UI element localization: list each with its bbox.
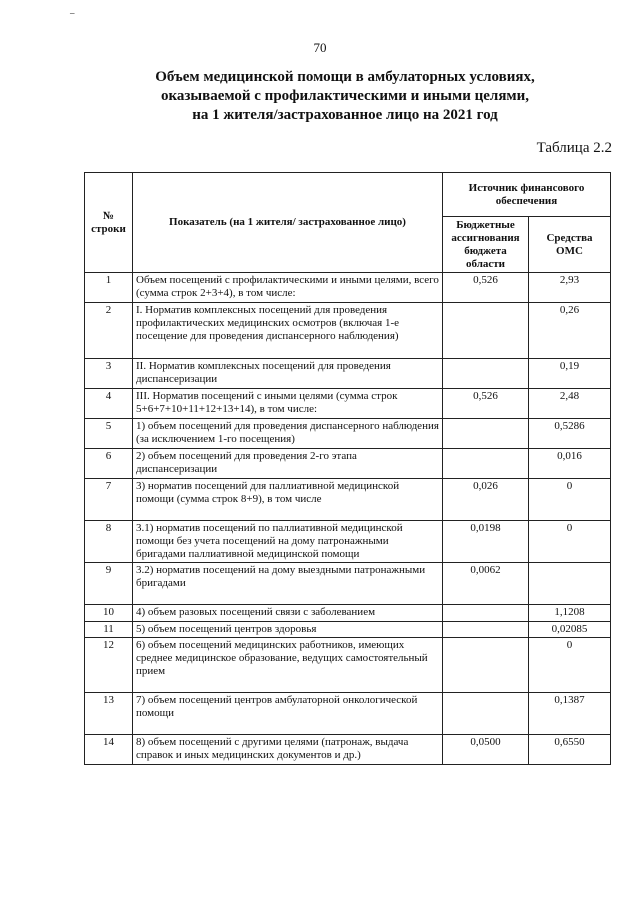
row-number-cell: 10 <box>85 605 133 622</box>
table-row <box>85 303 611 359</box>
oms-value-cell: 0,19 <box>529 359 611 389</box>
table-row <box>85 449 611 479</box>
budget-value-cell: 0,0500 <box>443 735 529 765</box>
indicator-cell: I. Норматив комплексных посещений для проведения профилактических медицинских осмотров (включая 1-е посещение для проведения диспансерного наблюдения) <box>133 303 443 359</box>
oms-value-cell: 0 <box>529 521 611 563</box>
budget-value-cell <box>443 638 529 693</box>
row-number-cell: 1 <box>85 273 133 303</box>
table-row <box>85 693 611 735</box>
document-title <box>80 68 610 125</box>
volume-table <box>84 172 611 765</box>
row-number-cell: 9 <box>85 563 133 605</box>
row-number-cell: 3 <box>85 359 133 389</box>
header-row-no: № строки <box>85 173 133 273</box>
budget-value-cell <box>443 419 529 449</box>
indicator-cell: 4) объем разовых посещений связи с заболеванием <box>133 605 443 622</box>
table-row <box>85 273 611 303</box>
budget-value-cell <box>443 449 529 479</box>
budget-value-cell: 0,0198 <box>443 521 529 563</box>
table-row <box>85 389 611 419</box>
budget-value-cell: 0,0062 <box>443 563 529 605</box>
budget-value-cell: 0,026 <box>443 479 529 521</box>
oms-value-cell: 0,016 <box>529 449 611 479</box>
header-indicator: Показатель (на 1 жителя/ застрахованное лицо) <box>133 173 443 273</box>
indicator-cell: III. Норматив посещений с иными целями (сумма строк 5+6+7+10+11+12+13+14), в том числе: <box>133 389 443 419</box>
oms-value-cell <box>529 563 611 605</box>
oms-value-cell: 2,93 <box>529 273 611 303</box>
budget-value-cell: 0,526 <box>443 389 529 419</box>
table-row <box>85 521 611 563</box>
indicator-cell: 3.2) норматив посещений на дому выездными патронажными бригадами <box>133 563 443 605</box>
table-row <box>85 622 611 638</box>
row-number-cell: 13 <box>85 693 133 735</box>
row-number-cell: 2 <box>85 303 133 359</box>
row-number-cell: 4 <box>85 389 133 419</box>
title-line-2: оказываемой с профилактическими и иными целями, <box>160 88 530 104</box>
budget-value-cell <box>443 693 529 735</box>
budget-value-cell <box>443 622 529 638</box>
indicator-cell: 3.1) норматив посещений по паллиативной медицинской помощи без учета посещений на дому патронажными бригадами паллиативной медицинской помощи <box>133 521 443 563</box>
oms-value-cell: 0,5286 <box>529 419 611 449</box>
header-source-group: Источник финансового обеспечения <box>443 173 611 217</box>
indicator-cell: 7) объем посещений центров амбулаторной онкологической помощи <box>133 693 443 735</box>
table-label: Таблица 2.2 <box>536 140 612 156</box>
budget-value-cell <box>443 359 529 389</box>
oms-value-cell: 2,48 <box>529 389 611 419</box>
indicator-cell: 3) норматив посещений для паллиативной медицинской помощи (сумма строк 8+9), в том числе <box>133 479 443 521</box>
oms-value-cell: 0 <box>529 638 611 693</box>
row-number-cell: 11 <box>85 622 133 638</box>
indicator-cell: 2) объем посещений для проведения 2-го этапа диспансеризации <box>133 449 443 479</box>
budget-value-cell: 0,526 <box>443 273 529 303</box>
indicator-cell: 1) объем посещений для проведения диспансерного наблюдения (за исключением 1-го посещения) <box>133 419 443 449</box>
header-budget: Бюджетные ассигнования бюджета области <box>443 217 529 273</box>
indicator-cell: 8) объем посещений с другими целями (патронаж, выдача справок и иных медицинских документов и др.) <box>133 735 443 765</box>
oms-value-cell: 1,1208 <box>529 605 611 622</box>
row-number-cell: 6 <box>85 449 133 479</box>
table-row <box>85 359 611 389</box>
oms-value-cell: 0 <box>529 479 611 521</box>
oms-value-cell: 0,02085 <box>529 622 611 638</box>
table-row <box>85 605 611 622</box>
title-line-1: Объем медицинской помощи в амбулаторных условиях, <box>155 69 535 85</box>
indicator-cell: II. Норматив комплексных посещений для проведения диспансеризации <box>133 359 443 389</box>
table-row <box>85 638 611 693</box>
title-line-3: на 1 жителя/застрахованное лицо на 2021 год <box>192 107 498 123</box>
indicator-cell: 5) объем посещений центров здоровья <box>133 622 443 638</box>
header-row-top <box>85 173 611 217</box>
corner-mark: – <box>70 8 75 18</box>
oms-value-cell: 0,6550 <box>529 735 611 765</box>
row-number-cell: 5 <box>85 419 133 449</box>
page-number: 70 <box>313 40 327 55</box>
table-row <box>85 479 611 521</box>
row-number-cell: 14 <box>85 735 133 765</box>
oms-value-cell: 0,26 <box>529 303 611 359</box>
indicator-cell: Объем посещений с профилактическими и иными целями, всего (сумма строк 2+3+4), в том числе: <box>133 273 443 303</box>
table-row <box>85 419 611 449</box>
oms-value-cell: 0,1387 <box>529 693 611 735</box>
table-row <box>85 563 611 605</box>
budget-value-cell <box>443 303 529 359</box>
header-oms: Средства ОМС <box>529 217 611 273</box>
table-body <box>85 273 611 765</box>
row-number-cell: 8 <box>85 521 133 563</box>
table-row <box>85 735 611 765</box>
budget-value-cell <box>443 605 529 622</box>
row-number-cell: 12 <box>85 638 133 693</box>
indicator-cell: 6) объем посещений медицинских работников, имеющих среднее медицинское образование, ведущих самостоятельный прием <box>133 638 443 693</box>
row-number-cell: 7 <box>85 479 133 521</box>
